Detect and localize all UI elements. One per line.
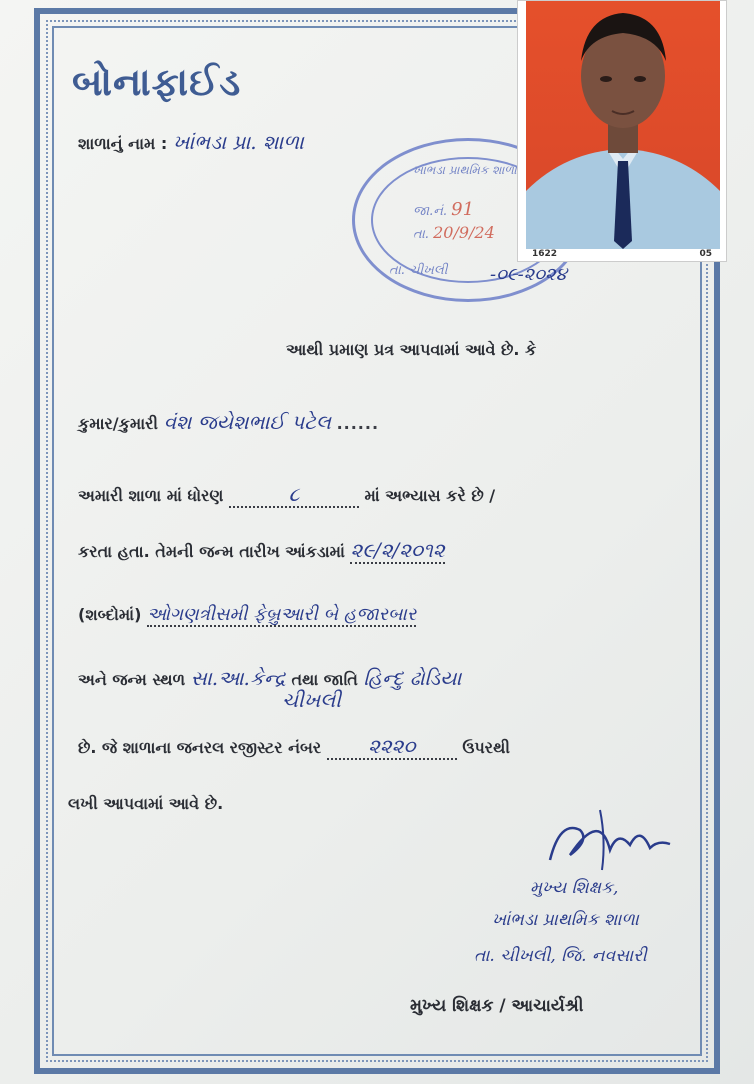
photo-number-left: 1622 [532,249,558,259]
stamp-top-text: ખાંભડા પ્રાથમિક શાળા [413,163,517,177]
register-label: છે. જે શાળાના જનરલ રજીસ્ટર નંબર [78,738,322,757]
dob-words-row [78,604,416,625]
school-name-label: શાળાનું નામ : [78,134,168,153]
student-name: વંશ જયેશભાઈ પટેલ [163,410,331,434]
caste-label: તથા જાતિ [291,670,358,689]
stamp-number [413,199,474,220]
class-label: અમારી શાળા માં ધોરણ [78,486,224,505]
closing-line: લખી આપવામાં આવે છે. [68,794,224,813]
student-portrait-icon [526,1,720,249]
class-value: ૮ [229,482,359,508]
stamp-date-value: 20/9/24 [433,223,495,242]
dob-words-value: ઓગણત્રીસમી ફેબ્રુઆરી બે હજારબાર [146,604,417,625]
school-name-value: ખાંભડા પ્રા. શાળા [172,130,304,154]
photo-number-right: 05 [699,249,712,259]
register-row [78,734,510,760]
stamp-date [413,223,495,242]
certificate-title: બોનાફાઈડ [72,60,242,104]
dob-row [78,538,445,562]
caste-value: હિન્દુ ઢોડિયા [363,666,462,690]
class-suffix: માં અભ્યાસ કરે છે / [364,486,496,505]
photo-image [526,1,720,249]
issue-date: -૦૯-૨૦૨૪ [490,264,567,285]
signature-address: તા. ચીખલી, જિ. નવસારી [474,946,647,966]
dob-label: કરતા હતા. તેમની જન્મ તારીખ આંકડામાં [78,542,345,561]
birthplace-value: સા.આ.કેન્દ્ર [190,666,286,690]
signature-icon [540,800,680,880]
school-name-row [78,130,304,154]
name-label: કુમાર/કુમારી [78,414,158,433]
birthplace-value-2: ચીખલી [282,688,341,712]
signature-school: ખાંભડા પ્રાથમિક શાળા [492,910,639,930]
dob-value: ૨૯/૨/૨૦૧૨ [350,538,445,562]
name-row [78,410,379,434]
dob-words-label: (શબ્દોમાં) [78,605,142,624]
stamp-number-label: જા.નં. [413,204,448,219]
register-value: ૨૨૨૦ [327,734,457,760]
student-photo [517,0,727,262]
stamp-date-label: તા. [413,227,429,242]
name-dots: ...... [336,414,380,433]
intro-line: આથી પ્રમાણ પ્રત્ર આપવામાં આવે છે. કે [286,340,537,359]
signature-title: મુખ્ય શિક્ષક, [530,878,619,898]
stamp-bottom-text: તા. ચીખલી [389,263,448,278]
signature-footer: મુખ્ય શિક્ષક / આચાર્યશ્રી [410,996,584,1016]
birthplace-label: અને જન્મ સ્થળ [78,670,186,689]
class-row [78,482,495,508]
register-suffix: ઉપરથી [462,738,510,757]
stamp-number-value: 91 [451,199,475,220]
birthplace-row [78,666,461,690]
